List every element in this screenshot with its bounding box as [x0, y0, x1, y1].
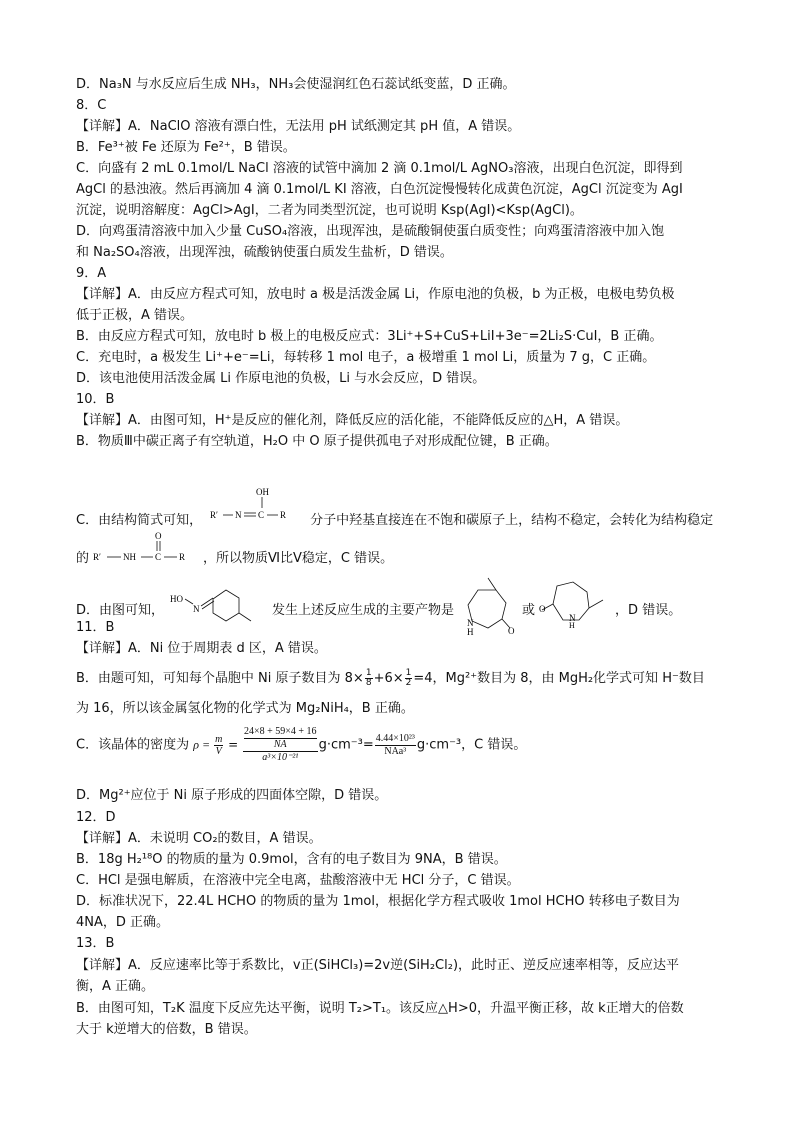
text-segment: C．由结构简式可知，: [76, 513, 203, 528]
text-line: B．Fe³⁺被 Fe 还原为 Fe²⁺，B 错误。: [76, 140, 296, 155]
text-segment: B．由题可知，可知每个晶胞中 Ni 原子数目为 8×: [76, 671, 364, 686]
lactam-structure-1: [458, 576, 518, 636]
structure-label: C: [258, 510, 265, 520]
text-segment: ，C 错误。: [461, 737, 527, 753]
text-line: [76, 530, 393, 570]
structure-label: C: [155, 552, 162, 562]
unit-text: g·cm⁻³: [416, 737, 462, 753]
text-line: C．充电时，a 极发生 Li⁺+e⁻=Li，每转移 1 mol 电子，a 极增重 1 mol Li，质量为 7 g，C 正确。: [76, 350, 656, 365]
text-line: 【详解】A．由反应方程式可知，放电时 a 极是活泼金属 Li，作原电池的负极，b 为正极，电极电势负极: [76, 287, 675, 302]
structure-label: R′: [93, 552, 101, 562]
density-denominator: a³×10⁻²¹: [262, 752, 299, 763]
text-line: 大于 k逆增大的倍数，B 错误。: [76, 1022, 257, 1037]
question-number-13: 13．B: [76, 936, 115, 951]
question-number-11: 11．B: [76, 620, 115, 635]
structure-label: R: [280, 510, 287, 520]
density-main-fraction: [243, 726, 318, 764]
text-line: C．向盛有 2 mL 0.1mol/L NaCl 溶液的试管中滴加 2 滴 0.1mol/L AgNO₃溶液，出现白色沉淀，即得到: [76, 161, 683, 176]
text-segment: ，所以物质Ⅵ比Ⅴ稳定，C 错误。: [203, 551, 394, 566]
text-line: B．物质Ⅲ中碳正离子有空轨道，H₂O 中 O 原子提供孤电子对形成配位键，B 正确。: [76, 434, 558, 449]
text-line: D．Na₃N 与水反应后生成 NH₃，NH₃会使湿润红色石蕊试纸变蓝，D 正确。: [76, 77, 516, 92]
density-numerator: [243, 726, 318, 752]
question-number-12: 12．D: [76, 810, 116, 825]
lactam-structure-2: [539, 578, 611, 628]
fraction-numerator: 4.44×10²³: [375, 732, 415, 744]
text-line: AgCl 的悬浊液。然后再滴加 4 滴 0.1mol/L KI 溶液，白色沉淀慢慢转化成黄色沉淀，AgCl 沉淀变为 AgI: [76, 182, 683, 197]
structure-label: O: [508, 626, 515, 636]
text-segment: D．由图可知，: [76, 603, 165, 618]
text-line: 沉淀，说明溶解度：AgCl>AgI，二者为同类型沉淀，也可说明 Ksp(AgI)<Ksp(AgCl)。: [76, 203, 583, 218]
text-line: 【详解】A．反应速率比等于系数比，v正(SiHCl₃)=2v逆(SiH₂Cl₂)，此时正、逆反应速率相等，反应达平: [76, 958, 680, 973]
text-line: [76, 576, 681, 636]
density-symbol: ρ =: [193, 737, 214, 752]
structure-label: H: [569, 621, 575, 628]
text-segment: 分子中羟基直接连在不饱和碳原子上，结构不稳定，会转化为结构稳定: [310, 513, 714, 528]
text-line: C．HCl 是强电解质，在溶液中完全电离，盐酸溶液中无 HCl 分子，C 错误。: [76, 873, 520, 888]
oxime-structure: [168, 580, 268, 626]
text-line: [76, 669, 705, 688]
enol-structure: [206, 486, 306, 530]
fraction-numerator: 1: [365, 668, 372, 678]
text-line: D．Mg²⁺应位于 Ni 原子形成的四面体空隙，D 错误。: [76, 788, 388, 803]
text-line: 为 16，所以该金属氢化物的化学式为 Mg₂NiH₄，B 正确。: [76, 701, 414, 716]
structure-label: OH: [256, 487, 270, 497]
text-line: 【详解】A．由图可知，H⁺是反应的催化剂，降低反应的活化能，不能降低反应的△H，A 错误。: [76, 413, 629, 428]
mass-volume-fraction: [214, 734, 223, 757]
fraction: [405, 669, 413, 688]
structure-label: R′: [210, 510, 219, 520]
structure-label: N: [193, 604, 200, 614]
fraction-numerator: m: [215, 733, 223, 745]
text-segment: C．该晶体的密度为: [76, 737, 190, 753]
text-line: D．标准状况下，22.4L HCHO 的物质的量为 1mol，根据化学方程式吸收 1mol HCHO 转移电子数目为: [76, 894, 680, 909]
text-segment: 或: [522, 603, 536, 618]
text-line: B．18g H₂¹⁸O 的物质的量为 0.9mol，含有的电子数目为 9NA，B 错误。: [76, 852, 507, 867]
question-number-9: 9．A: [76, 266, 107, 281]
fraction-denominator: V: [215, 745, 222, 757]
structure-label: R: [179, 552, 186, 562]
text-segment: +6×: [373, 671, 404, 686]
text-line: B．由图可知，T₂K 温度下反应先达平衡，说明 T₂>T₁。该反应△H>0，升温平衡正移，故 k正增大的倍数: [76, 1001, 684, 1016]
structure-label: NH: [123, 552, 137, 562]
text-segment: =4，Mg²⁺数目为 8，由 MgH₂化学式可知 H⁻数目: [413, 671, 705, 686]
text-line: 低于正极，A 错误。: [76, 308, 194, 323]
text-segment: ，D 错误。: [615, 603, 682, 618]
structure-label: H: [467, 627, 474, 636]
avogadro-symbol: NA: [273, 739, 287, 750]
equals-sign: =: [224, 737, 242, 752]
density-result-fraction: [375, 733, 416, 758]
text-line: B．由反应方程式可知，放电时 b 极上的电极反应式：3Li⁺+S+CuS+LiI+3e⁻=2Li₂S·CuI，B 正确。: [76, 329, 663, 344]
text-segment: 的: [76, 551, 90, 566]
structure-label: N: [569, 613, 576, 623]
fraction-denominator: 8: [365, 678, 372, 688]
density-formula-line: [76, 726, 526, 776]
fraction-denominator: NAa³: [384, 745, 407, 757]
text-line: 【详解】A．未说明 CO₂的数目，A 错误。: [76, 831, 322, 846]
text-line: 和 Na₂SO₄溶液，出现浑浊，硫酸钠使蛋白质发生盐析，D 错误。: [76, 245, 453, 260]
molar-mass-sum: 24×8 + 59×4 + 16: [244, 726, 317, 737]
question-number-8: 8．C: [76, 98, 107, 113]
question-number-10: 10．B: [76, 392, 115, 407]
amide-structure: [91, 530, 201, 570]
structure-label: HO: [170, 594, 184, 604]
structure-label: O: [539, 604, 546, 614]
text-line: 4NA，D 正确。: [76, 915, 170, 930]
text-line: 【详解】A．NaClO 溶液有漂白性，无法用 pH 试纸测定其 pH 值，A 错误。: [76, 119, 521, 134]
structure-label: N: [235, 510, 242, 520]
text-line: D．向鸡蛋清溶液中加入少量 CuSO₄溶液，出现浑浊，是硫酸铜使蛋白质变性；向鸡蛋清溶液中加入饱: [76, 224, 665, 239]
structure-label: O: [155, 531, 162, 541]
unit-text: g·cm⁻³=: [318, 737, 374, 753]
text-segment: 发生上述反应生成的主要产物是: [272, 603, 455, 618]
text-line: D．该电池使用活泼金属 Li 作原电池的负极，Li 与水会反应，D 错误。: [76, 371, 486, 386]
fraction-denominator: 2: [405, 678, 412, 688]
text-line: 【详解】A．Ni 位于周期表 d 区，A 错误。: [76, 641, 327, 656]
fraction-numerator: 1: [405, 668, 412, 678]
structure-label: N: [467, 618, 474, 628]
fraction: [365, 669, 373, 688]
text-line: [76, 486, 713, 530]
text-line: 衡，A 正确。: [76, 979, 155, 994]
